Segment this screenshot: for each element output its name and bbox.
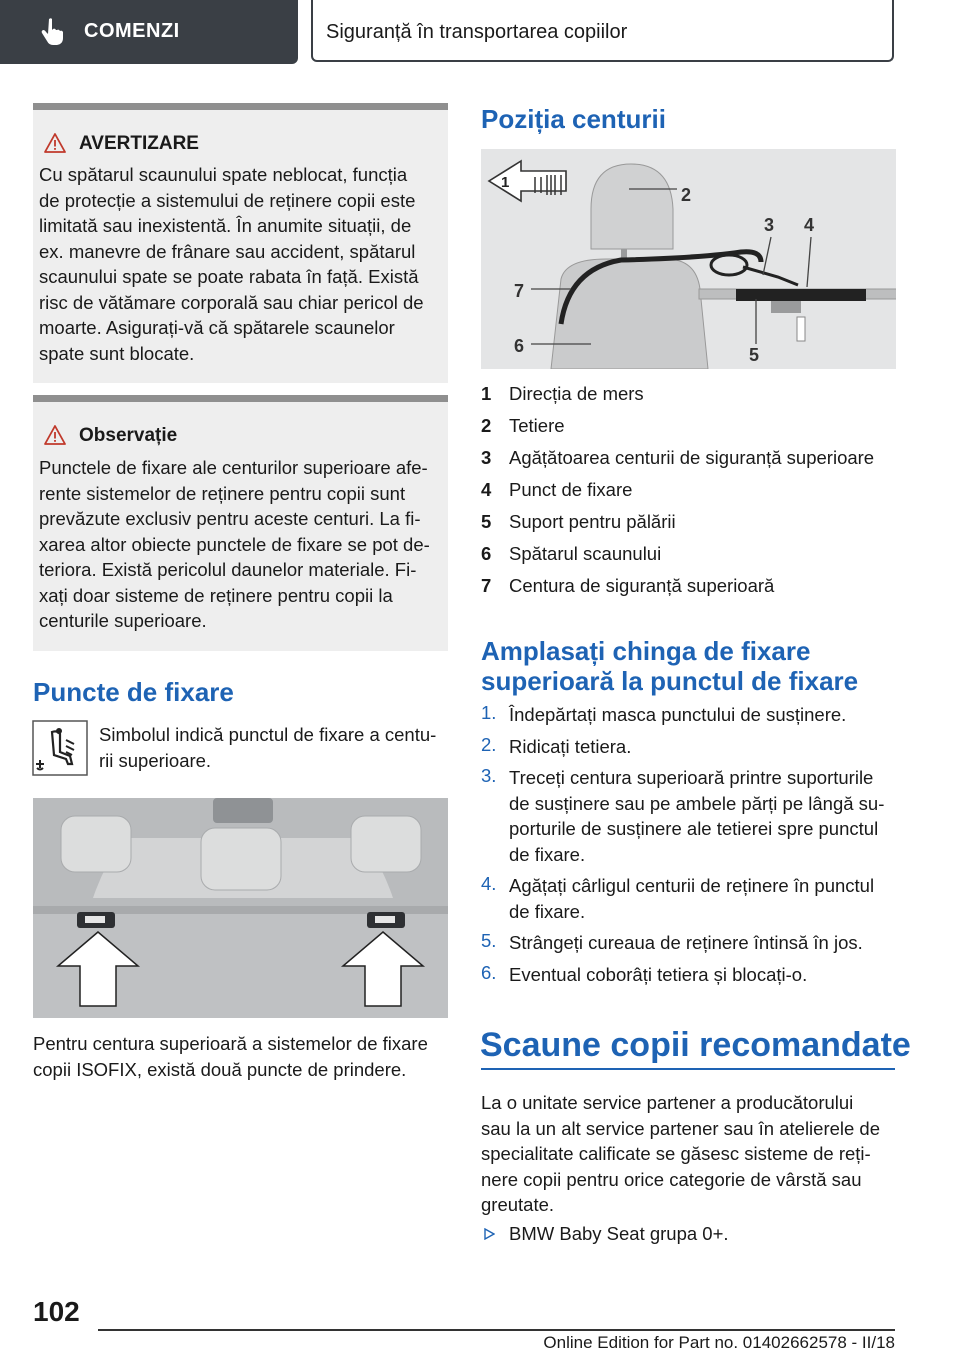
- legend-number: 3: [481, 447, 492, 468]
- legend-number: 2: [481, 415, 492, 436]
- text-line: de fixare.: [509, 900, 586, 922]
- note-title: Observație: [79, 425, 178, 446]
- text-line: moarte. Asigurați-vă că spătarele scaunelor: [39, 317, 395, 338]
- text-line: rii superioare.: [99, 749, 212, 771]
- legend-text: Agățătoarea centurii de siguranță superioare: [509, 447, 875, 468]
- diagram-label-5: 5: [749, 345, 760, 365]
- attach-section-title: [481, 636, 858, 696]
- text-line: greutate.: [481, 1194, 555, 1215]
- diagram-label-6: 6: [514, 336, 525, 356]
- text-line: de protecție a sistemului de reținere copii este: [39, 189, 416, 211]
- text-line: ex. manevre de frânare sau accident, spătarul: [39, 240, 416, 262]
- text-line: de susținere sau pe ambele părți pe lângă su-: [509, 792, 885, 814]
- diagram-label-3: 3: [764, 215, 775, 235]
- triangle-bullet-icon: [483, 1228, 495, 1240]
- footer-rule: [98, 1329, 895, 1331]
- text-line: spate sunt blocate.: [39, 342, 195, 364]
- diagram-label-1: 1: [501, 174, 510, 191]
- text-line: de fixare.: [509, 843, 586, 865]
- recommended-text: [481, 1090, 880, 1218]
- step-text: [509, 765, 884, 867]
- recommended-bullet: BMW Baby Seat grupa 0+.: [509, 1223, 729, 1244]
- belt-section-title: Poziția centurii: [481, 104, 666, 134]
- list-item: [481, 930, 901, 956]
- legend-text: Centura de siguranță superioară: [509, 575, 775, 596]
- step-text: [509, 702, 846, 728]
- header-chapter-title: Siguranță în transportarea copiilor: [326, 21, 628, 43]
- hand-pointer-icon: [40, 17, 66, 45]
- legend-text: Spătarul scaunului: [509, 543, 662, 564]
- text-line: Punctele de fixare ale centurilor superioare afe-: [39, 457, 428, 478]
- text-line: Strângeți cureaua de reținere întinsă în jos.: [509, 932, 863, 953]
- warning-title: AVERTIZARE: [79, 133, 199, 154]
- diagram-label-7: 7: [514, 281, 525, 301]
- step-number: 5.: [481, 930, 497, 951]
- list-item: [481, 765, 901, 867]
- text-line: La o unitate service partener a producătorului: [481, 1092, 854, 1113]
- list-item: [481, 575, 901, 607]
- text-line: Eventual coborâți tetiera și blocați-o.: [509, 963, 808, 985]
- list-item: [481, 479, 901, 511]
- text-line: xarea altor obiecte punctele de fixare se pot de-: [39, 533, 430, 555]
- diagram-label-2: 2: [681, 185, 692, 205]
- text-line: rente sistemelor de reținere pentru copii sunt: [39, 482, 406, 504]
- recommended-title: Scaune copii recomandate: [480, 1026, 911, 1064]
- legend-number: 1: [481, 383, 492, 404]
- rear-seat-anchor-photo: [33, 798, 448, 1018]
- text-line: specialitate calificate se găsesc sisteme de reți-: [481, 1143, 871, 1164]
- text-line: xați doar sisteme de reținere pentru copii la: [39, 584, 393, 606]
- step-text: [509, 873, 874, 924]
- list-item: [481, 415, 901, 447]
- list-item: [481, 873, 901, 924]
- text-line: Agățați cârligul centurii de reținere în punctul: [509, 875, 875, 896]
- text-line: prevăzute exclusiv pentru aceste centuri. La fi-: [39, 508, 421, 529]
- step-text: [509, 930, 863, 956]
- step-number: 2.: [481, 733, 497, 755]
- text-line: centurile superioare.: [39, 610, 207, 631]
- title-line: Amplasați chinga de fixare: [481, 636, 811, 666]
- title-line: superioară la punctul de fixare: [481, 666, 859, 696]
- caution-triangle-icon: [44, 425, 66, 445]
- warning-text: [39, 162, 424, 366]
- legend-text: Direcția de mers: [509, 383, 644, 404]
- step-number: 3.: [481, 765, 497, 786]
- warning-triangle-icon: [44, 133, 66, 153]
- list-item: [481, 511, 901, 543]
- text-line: scaunului spate se poate rabata în față. Există: [39, 266, 419, 287]
- text-line: copii ISOFIX, există două puncte de prindere.: [33, 1058, 407, 1080]
- list-item: [481, 962, 901, 988]
- list-item: [481, 447, 901, 479]
- header-section-label: COMENZI: [84, 20, 180, 42]
- attach-steps-list: [481, 702, 901, 993]
- legend-number: 5: [481, 511, 492, 532]
- text-line: Cu spătarul scaunului spate neblocat, funcția: [39, 164, 408, 185]
- anchor-symbol-description: [99, 722, 436, 773]
- text-line: sau la un alt service partener sau în atelierele de: [481, 1117, 881, 1139]
- legend-number: 4: [481, 479, 492, 500]
- text-line: nere copii pentru orice categorie de vârstă sau: [481, 1168, 862, 1190]
- legend-text: Suport pentru pălării: [509, 511, 676, 532]
- legend-text: Tetiere: [509, 415, 565, 436]
- text-line: Simbolul indică punctul de fixare a centu-: [99, 724, 437, 745]
- note-text: [39, 455, 430, 634]
- legend-text: Punct de fixare: [509, 479, 633, 500]
- text-line: porturile de susținere ale tetierei spre punctul: [509, 818, 879, 839]
- text-line: risc de vătămare corporală sau chiar pericol de: [39, 291, 424, 313]
- text-line: Îndepărtați masca punctului de susținere.: [509, 704, 847, 725]
- step-number: 1.: [481, 702, 497, 723]
- list-item: [481, 702, 901, 728]
- diagram-label-4: 4: [804, 215, 815, 235]
- text-line: Pentru centura superioară a sistemelor de fixare: [33, 1033, 428, 1054]
- page-number: 102: [33, 1296, 80, 1327]
- legend-number: 7: [481, 575, 492, 596]
- belt-position-diagram: [481, 149, 896, 369]
- list-item: [481, 734, 901, 760]
- anchor-photo-caption: [33, 1031, 428, 1082]
- recommended-title-rule: [481, 1068, 895, 1070]
- step-number: 6.: [481, 961, 497, 983]
- list-item: [481, 543, 901, 575]
- legend-number: 6: [481, 543, 492, 564]
- step-text: [509, 734, 631, 760]
- child-seat-anchor-symbol-icon: [32, 720, 88, 776]
- step-text: [509, 962, 807, 988]
- anchor-section-title: Puncte de fixare: [33, 677, 234, 707]
- text-line: teriora. Există pericolul daunelor materiale. Fi-: [39, 559, 417, 580]
- belt-legend-list: [481, 383, 901, 607]
- list-item: [481, 383, 901, 415]
- text-line: Treceți centura superioară printre suporturile: [509, 767, 874, 788]
- footer-edition: Online Edition for Part no. 01402662578 - II/18: [543, 1333, 895, 1352]
- text-line: Ridicați tetiera.: [509, 735, 632, 757]
- step-number: 4.: [481, 873, 497, 894]
- text-line: limitată sau inexistentă. În anumite situații, de: [39, 215, 412, 236]
